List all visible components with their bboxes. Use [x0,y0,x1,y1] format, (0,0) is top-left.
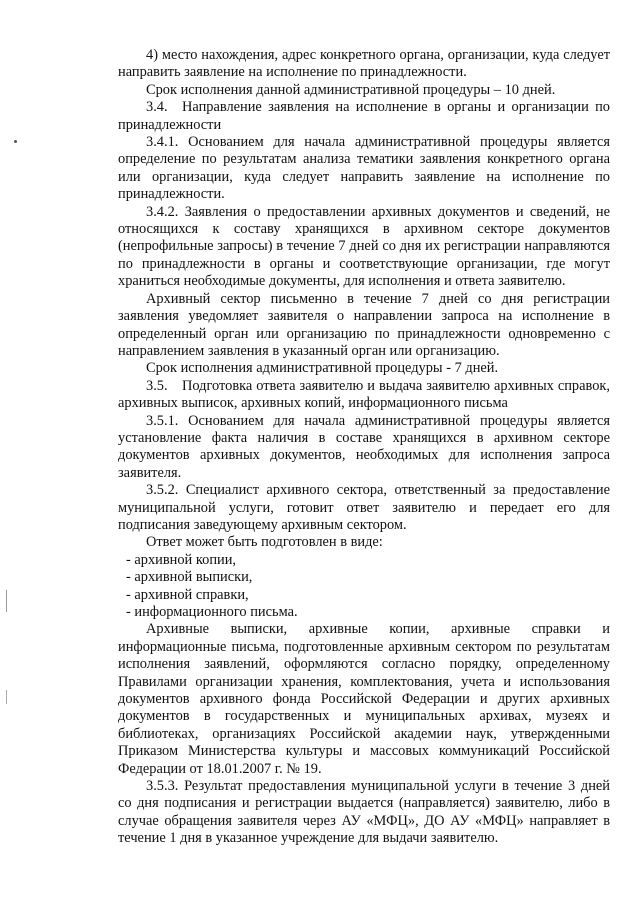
paragraph-3-4-2: 3.4.2. Заявления о предоставлении архивных документов и сведений, не относящихся к составу хранящихся в архивном секторе документов (непрофильные запросы) в течение 7 дней со дня их регистрации направляются по принадлежности в органы и соответствующие организации, где могут храниться необходимые документы, для исполнения и ответа заявителю. [118,203,610,290]
section-heading-3-4: 3.4. Направление заявления на исполнение в органы и организации по принадлежности [118,99,610,133]
scan-artifact [6,690,7,704]
document-body [118,47,610,848]
scan-artifact [6,590,7,612]
paragraph-notification: Архивный сектор письменно в течение 7 дней со дня регистрации заявления уведомляет заявителя о направлении запроса на исполнение в определенный орган или организацию по принадлежности одновременно с направлением заявления в указанный орган или организацию. [118,290,610,359]
list-item: - архивной выписки, [126,569,253,586]
paragraph-deadline-10-days: Срок исполнения данной административной процедуры – 10 дней. [146,81,556,98]
paragraph-list-item-4: 4) место нахождения, адрес конкретного органа, организации, куда следует направить заявление на исполнение по принадлежности. [118,47,610,81]
scan-dot [14,140,17,143]
paragraph-archive-rules: Архивные выписки, архивные копии, архивные справки и информационные письма, подготовленные архивным сектором по результатам исполнения заявлений, оформляются согласно порядку, определенному Правилами организации хранения, комплектования, учета и использования документов архивного фонда Российской Федерации и других архивных документов в государственных и муниципальных архивах, музеях и библиотеках, организациях Российской академии наук, утвержденными Приказом Министерства культуры и массовых коммуникаций Российской Федерации от 18.01.2007 г. № 19. [118,621,610,777]
paragraph-deadline-7-days: Срок исполнения административной процедуры - 7 дней. [146,360,499,377]
paragraph-answer-forms: Ответ может быть подготовлен в виде: [146,534,383,551]
paragraph-3-5-3: 3.5.3. Результат предоставления муниципальной услуги в течение 3 дней со дня подписания и регистрации выдается (направляется) заявителю, либо в случае обращения заявителя через АУ «МФЦ», ДО АУ «МФЦ» направляет в течение 1 дня в указанное учреждение для выдачи заявителю. [118,778,610,847]
paragraph-3-4-1: 3.4.1. Основанием для начала административной процедуры является определение по результатам анализа тематики заявления конкретного органа или организации, куда следует направить заявление на исполнение по принадлежности. [118,134,610,203]
paragraph-3-5-2: 3.5.2. Специалист архивного сектора, ответственный за предоставление муниципальной услуги, готовит ответ заявителю и передает его для подписания заведующему архивным сектором. [118,482,610,533]
list-item: - информационного письма. [126,604,298,620]
list-item: - архивной копии, [126,551,237,568]
paragraph-3-5-1: 3.5.1. Основанием для начала административной процедуры является установление факта наличия в составе хранящихся в архивном секторе документов архивных документов, необходимых для исполнения запроса заявителя. [118,412,610,481]
section-heading-3-5: 3.5. Подготовка ответа заявителю и выдача заявителю архивных справок, архивных выписок, архивных копий, информационного письма [118,377,610,412]
list-item: - архивной справки, [126,586,249,603]
